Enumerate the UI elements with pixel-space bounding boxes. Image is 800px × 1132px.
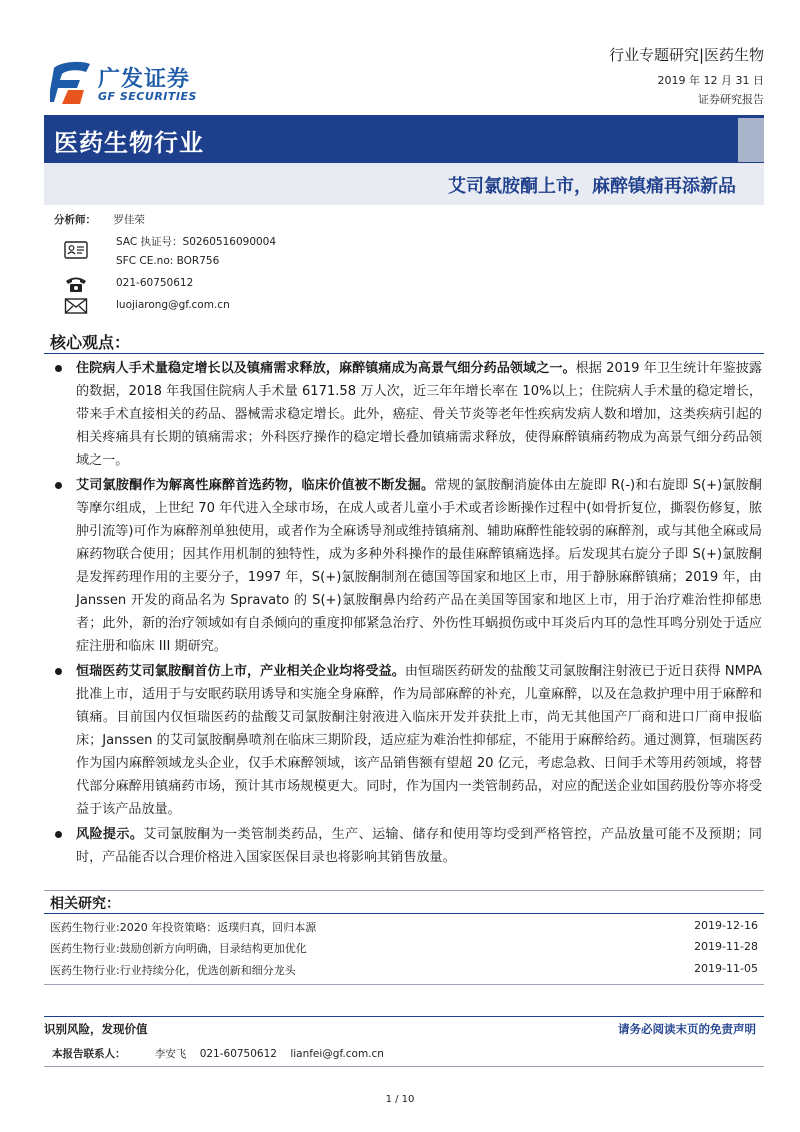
report-title: 艾司氯胺酮上市，麻醉镇痛再添新品: [448, 176, 736, 197]
related-item[interactable]: [50, 962, 758, 982]
core-view-rule: [44, 353, 764, 354]
analyst-line: [54, 212, 145, 227]
report-label: 证券研究报告: [698, 93, 764, 106]
related-item-title[interactable]: 医药生物行业:行业持续分化，优选创新和细分龙头: [50, 964, 296, 977]
analyst-sac: SAC 执证号：S0260516090004: [116, 236, 277, 248]
core-view-item-lead: 艾司氯胺酮作为解离性麻醉首选药物，临床价值被不断发掘。: [76, 478, 435, 493]
core-view-item-lead: 住院病人手术量稳定增长以及镇痛需求释放，麻醉镇痛成为高景气细分药品领域之一。: [76, 361, 576, 376]
analyst-label: 分析师：: [54, 214, 96, 226]
related-item-title[interactable]: 医药生物行业:鼓励创新方向明确，目录结构更加优化: [50, 942, 307, 955]
report-date: 2019 年 12 月 31 日: [657, 74, 764, 87]
contact-label: 本报告联系人：: [52, 1048, 126, 1060]
contact-name: 李安飞: [154, 1048, 187, 1060]
core-view-item-text: 常规的氯胺酮消旋体由左旋即 R(-)和右旋即 S(+)氯胺酮等摩尔组成，上世纪 70 年代进入全球市场，在成人或者儿童小手术或者诊断操作过程中(如骨折复位，撕裂伤修复，脓肿引流等)可作为麻醉剂单独使用，或者作为全麻诱导剂或维持镇痛剂、辅助麻醉性能较弱的麻醉剂，或与其他全麻或局麻药物联合使用；因其作用机制的独特性，成为多种外科操作的最佳麻醉镇痛选择。后发现其右旋分子即 S(+)氯胺酮是发挥药理作用的主要分子，1997 年，S(+)氯胺酮制剂在德国等国家和地区上市，用于静脉麻醉镇痛；2019 年，由 Janssen 开发的商品名为 Spravato 的 S(+)氯胺酮鼻内给药产品在美国等国家和地区上市，用于治疗难治性抑郁患者；此外，新的治疗领域如有自杀倾向的重度抑郁紧急治疗、外伤性耳蜗损伤或中耳炎后内耳的急性耳鸣分别处于适应症注册和临床 III 期研究。: [76, 478, 762, 654]
analyst-phone: 021-60750612: [116, 277, 194, 289]
core-view-item: [54, 357, 762, 472]
gf-securities-logo: [50, 60, 210, 106]
related-top-rule: [44, 890, 764, 891]
core-view-item: [54, 660, 762, 821]
related-item-date: 2019-12-16: [694, 919, 758, 932]
banner-accent: [738, 118, 764, 162]
related-bottom-rule: [44, 984, 764, 985]
report-type: 行业专题研究|医药生物: [608, 46, 764, 64]
core-view-item-lead: 恒瑞医药艾司氯胺酮首仿上市，产业相关企业均将受益。: [76, 664, 405, 679]
envelope-icon: [64, 296, 88, 316]
related-heading: 相关研究：: [50, 896, 120, 912]
footer-rule: [44, 1016, 764, 1017]
core-view-heading: 核心观点：: [50, 333, 131, 352]
core-view-item: [54, 823, 762, 869]
contact-rule: [44, 1066, 764, 1067]
related-rule: [44, 913, 764, 914]
logo-name-en: GF SECURITIES: [98, 90, 197, 103]
related-item[interactable]: [50, 940, 758, 960]
page-number: 1 / 10: [385, 1094, 415, 1105]
related-item-date: 2019-11-28: [694, 940, 758, 953]
id-card-icon: [64, 240, 88, 260]
related-item[interactable]: [50, 919, 758, 939]
related-item-title[interactable]: 医药生物行业:2020 年投资策略：返璞归真，回归本源: [50, 921, 317, 934]
footer-slogan: 识别风险，发现价值: [44, 1022, 148, 1036]
gf-logo-mark-icon: [50, 60, 92, 106]
core-view-item-lead: 风险提示。: [76, 827, 144, 842]
contact-phone: 021-60750612: [199, 1048, 277, 1060]
core-view-item: [54, 474, 762, 658]
core-view-item-text: 由恒瑞医药研发的盐酸艾司氯胺酮注射液已于近日获得 NMPA 批准上市，适用于与安眠药联用诱导和实施全身麻醉，作为局部麻醉的补充，儿童麻醉，以及在急救护理中用于麻醉和镇痛。目前国内仅恒瑞医药的盐酸艾司氯胺酮注射液进入临床开发并获批上市，尚无其他国产厂商和进口厂商申报临床；Janssen 的艾司氯胺酮鼻喷剂在临床三期阶段，适应症为难治性抑郁症，不能用于麻醉给药。通过测算，恒瑞医药作为国内麻醉领域龙头企业，仅手术麻醉领域，该产品销售额有望超 20 亿元，考虑急救、日间手术等用药领域，将替代部分麻醉用镇痛药市场，预计其市场规模更大。同时，作为国内一类管制药品，对应的配送企业如国药股份等亦将受益于该产品放量。: [76, 664, 762, 817]
report-contact: [52, 1046, 394, 1061]
telephone-icon: [64, 274, 88, 294]
related-item-date: 2019-11-05: [694, 962, 758, 975]
industry-title: 医药生物行业: [54, 129, 204, 157]
core-view-list: [54, 357, 762, 871]
footer-disclaimer: 请务必阅读末页的免责声明: [618, 1022, 756, 1036]
logo-name-cn: 广发证券: [98, 67, 191, 92]
analyst-email[interactable]: luojiarong@gf.com.cn: [116, 299, 230, 311]
analyst-sfc: SFC CE.no: BOR756: [116, 255, 220, 267]
analyst-name: 罗佳荣: [113, 214, 145, 226]
core-view-item-text: 根据 2019 年卫生统计年鉴披露的数据，2018 年我国住院病人手术量 6171.58 万人次，近三年年增长率在 10%以上；住院病人手术量的稳定增长，带来手术直接相关的药品、器械需求稳定增长。此外，癌症、骨关节炎等老年性疾病发病人数和增加，这类疾病引起的相关疼痛具有长期的镇痛需求；外科医疗操作的稳定增长叠加镇痛需求释放，使得麻醉镇痛药物成为高景气细分药品领域之一。: [76, 361, 762, 468]
contact-email[interactable]: lianfei@gf.com.cn: [290, 1048, 384, 1060]
core-view-item-text: 艾司氯胺酮为一类管制类药品，生产、运输、储存和使用等均受到严格管控，产品放量可能不及预期；同时，产品能否以合理价格进入国家医保目录也将影响其销售放量。: [76, 827, 763, 865]
